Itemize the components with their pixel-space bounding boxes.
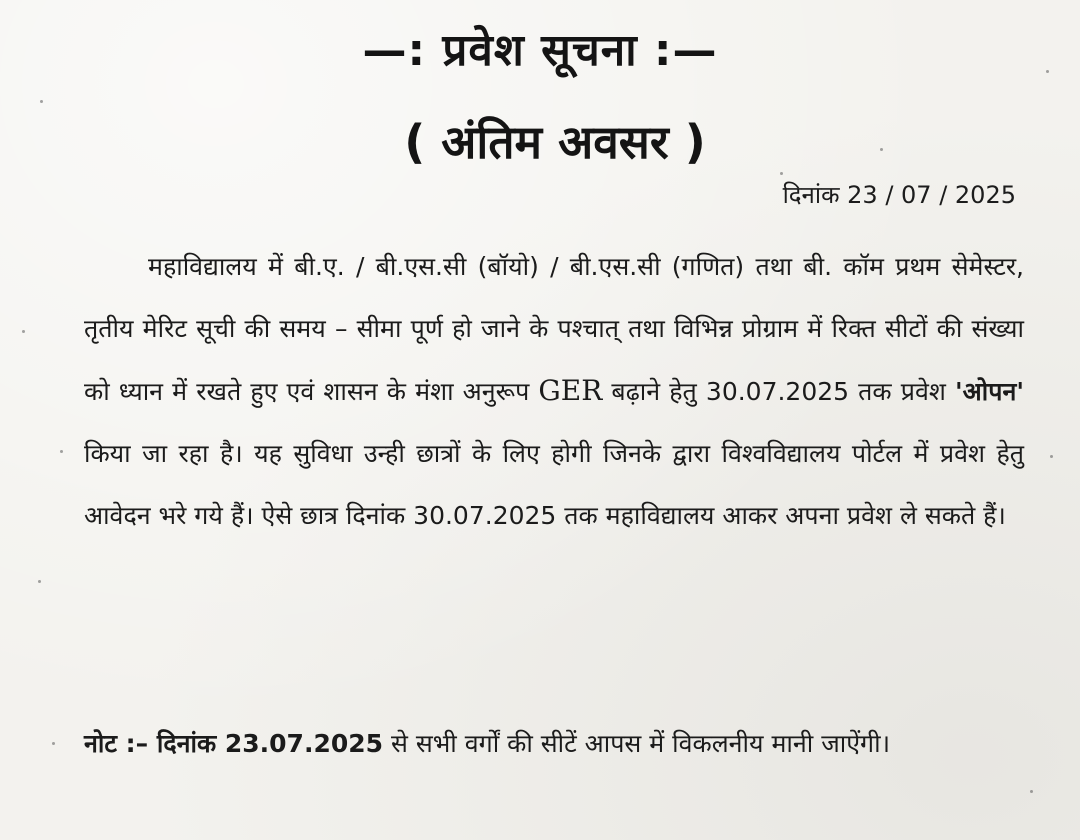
paper-speck [22,330,25,333]
paper-speck [1030,790,1033,793]
note-date: दिनांक 23.07.2025 [148,729,384,758]
body-text-part: किया जा रहा है। यह सुविधा उन्ही छात्रों के लिए होगी जिनके द्वारा विश्वविद्यालय पोर्टल में प्रवेश हेतु आवेदन भरे गये हैं। ऐसे छात्र दिनांक 30.07.2025 तक महाविद्यालय आकर अपना प्रवेश ले सकते हैं। [84,439,1024,530]
note-label: नोट :– [84,729,149,758]
open-term: 'ओपन' [955,377,1024,406]
body-text-part: बढ़ाने हेतु 30.07.2025 तक प्रवेश [602,377,956,406]
paper-speck [1050,455,1053,458]
paper-speck [52,742,55,745]
paper-speck [40,100,43,103]
paper-speck [38,580,41,583]
note-text: से सभी वर्गों की सीटें आपस में विकलनीय मानी जाऐंगी। [383,729,891,758]
notice-subtitle: ( अंतिम अवसर ) [404,115,706,169]
notice-note [84,712,1024,776]
notice-title: —: प्रवेश सूचना :— [362,25,718,76]
notice-date: दिनांक 23 / 07 / 2025 [782,181,1016,209]
notice-body [84,236,1024,547]
paper-speck [780,172,783,175]
body-text-part: महाविद्यालय में बी.ए. / बी.एस.सी (बॉयो) / बी.एस.सी (गणित) तथा बी. कॉम प्रथम सेमेस्टर, तृतीय मेरिट सूची की समय – सीमा पूर्ण हो जाने के पश्चात् तथा विभिन्न प्रोग्राम में रिक्त सीटों की संख्या को ध्यान में रखते हुए एवं शासन के मंशा अनुरूप [84,252,1024,406]
ger-term: GER [538,374,603,407]
paper-speck [60,450,63,453]
